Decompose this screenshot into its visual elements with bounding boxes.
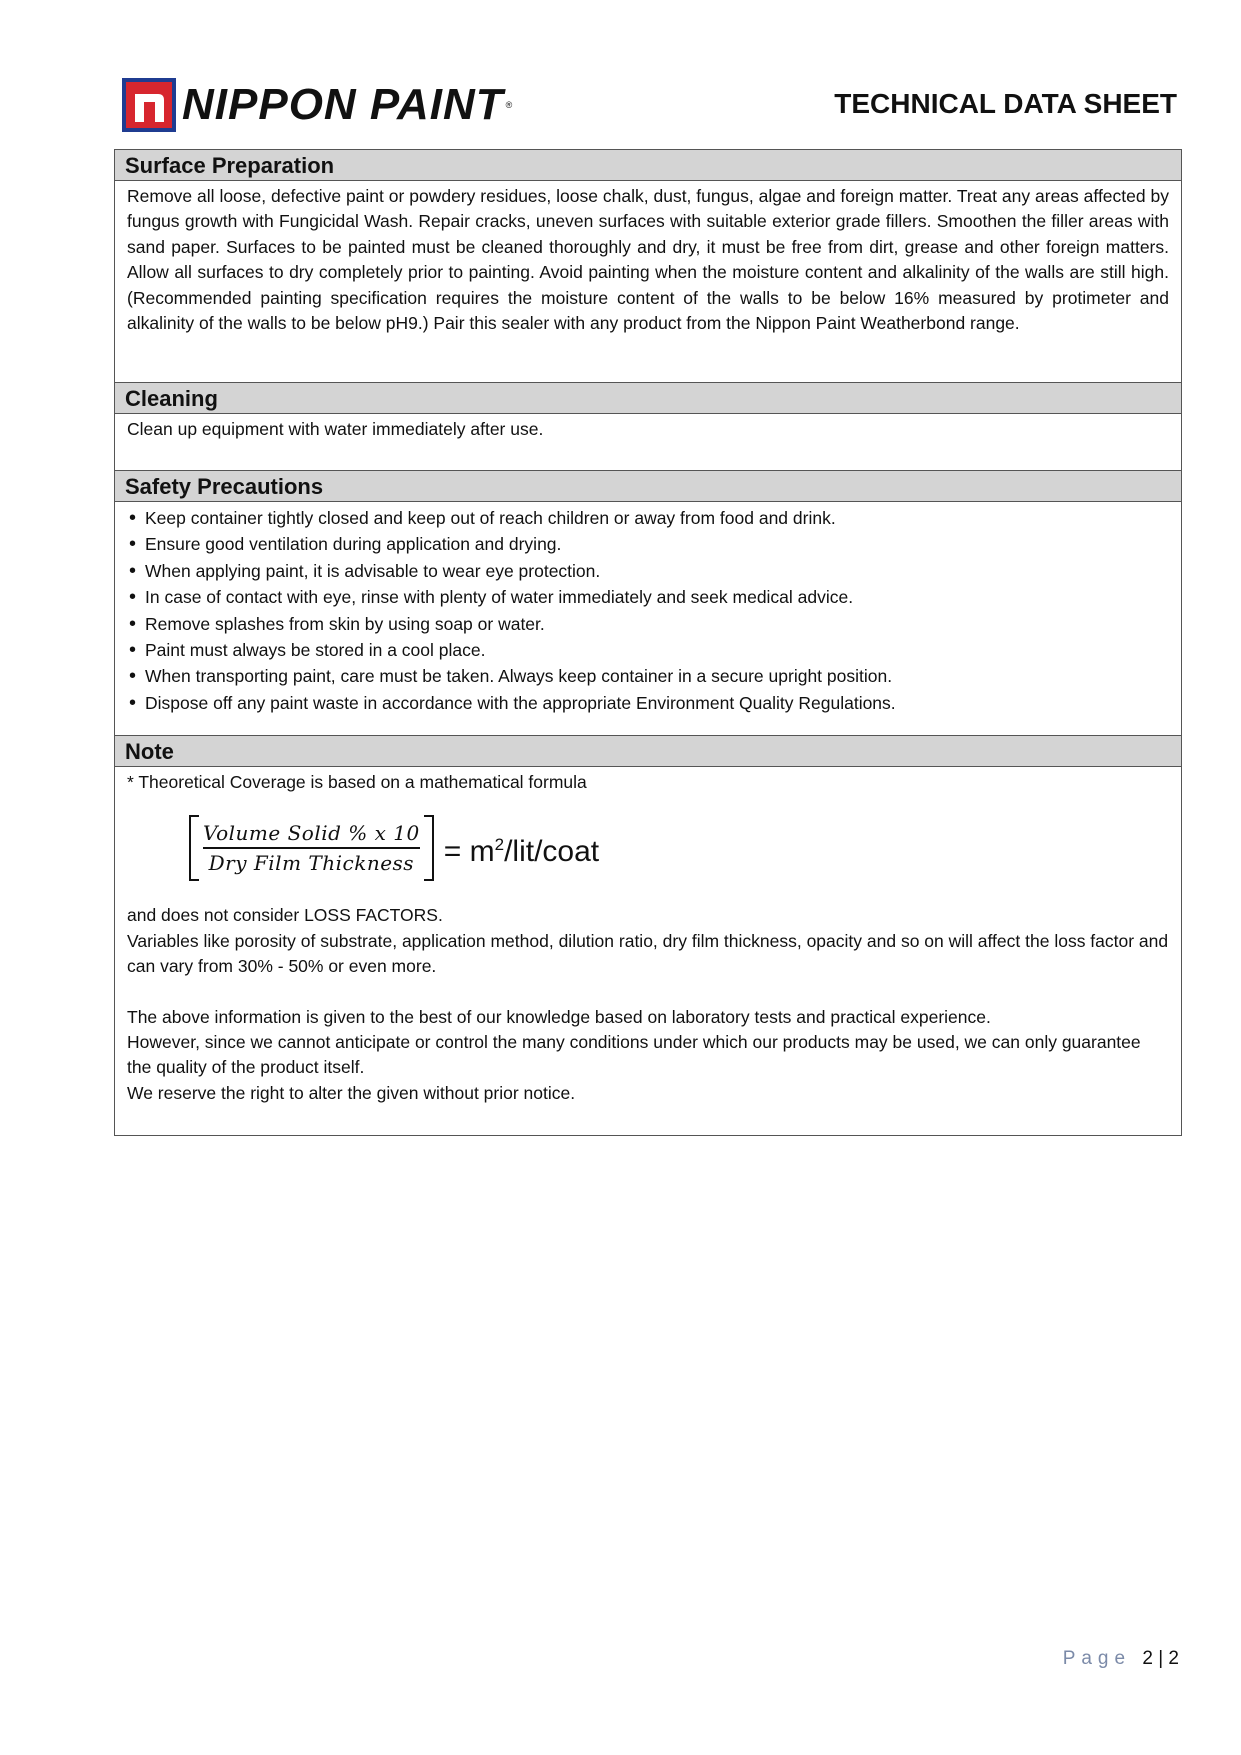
page-number: 2 <box>1142 1648 1153 1669</box>
document-title: TECHNICAL DATA SHEET <box>834 88 1177 119</box>
note-heading: Note <box>115 735 1181 767</box>
list-item: • Keep container tightly closed and keep out of reach children or away from food and drink. <box>129 505 1169 531</box>
note-body <box>115 767 1181 1135</box>
surface-preparation-heading: Surface Preparation <box>115 150 1181 181</box>
disclaimer-line-3: We reserve the right to alter the given without prior notice. <box>127 1082 576 1103</box>
disclaimer-line-2: However, since we cannot anticipate or control the many conditions under which our products may be used, we can only guarantee the quality of the product itself. <box>127 1032 1141 1078</box>
formula-result-suffix: /lit/coat <box>504 835 600 869</box>
formula-denominator: Dry Film Thickness <box>208 851 415 876</box>
list-item: • In case of contact with eye, rinse with plenty of water immediately and seek medical advice. <box>129 584 1169 610</box>
safety-precautions-body <box>115 502 1181 735</box>
formula-result-exponent: 2 <box>494 835 505 855</box>
page-label: Page <box>1062 1648 1132 1669</box>
list-item: • Remove splashes from skin by using soap or water. <box>129 611 1169 637</box>
formula-numerator: Volume Solid % x 10 <box>203 821 420 846</box>
list-item: • Paint must always be stored in a cool place. <box>129 637 1169 663</box>
registered-mark: ® <box>505 100 513 110</box>
right-bracket <box>424 815 434 881</box>
formula-fraction <box>199 819 424 877</box>
nippon-paint-logo-icon <box>122 78 176 132</box>
list-item: • When applying paint, it is advisable to wear eye protection. <box>129 558 1169 584</box>
list-item: • Dispose off any paint waste in accordance with the appropriate Environment Quality Regulations. <box>129 690 1169 716</box>
left-bracket <box>189 815 199 881</box>
formula-result <box>443 832 600 869</box>
data-sheet-table <box>114 149 1182 1136</box>
variables-statement: Variables like porosity of substrate, application method, dilution ratio, dry film thickness, opacity and so on will affect the loss factor and can vary from 30% - 50% or even more. <box>127 930 1169 977</box>
brand-name: NIPPON PAINT <box>182 80 504 129</box>
formula-result-prefix: = m <box>443 835 495 869</box>
safety-list <box>129 505 1169 716</box>
nippon-paint-logo <box>122 78 512 132</box>
safety-precautions-heading: Safety Precautions <box>115 470 1181 502</box>
spacer <box>127 980 1169 1005</box>
page-footer <box>1063 1648 1179 1670</box>
coverage-formula <box>189 815 1169 881</box>
cleaning-text: Clean up equipment with water immediately after use. <box>127 419 544 439</box>
page-separator: | <box>1158 1648 1164 1669</box>
page-header <box>0 0 1241 150</box>
cleaning-heading: Cleaning <box>115 382 1181 414</box>
note-intro: * Theoretical Coverage is based on a mathematical formula <box>127 772 587 792</box>
loss-factor-statement: and does not consider LOSS FACTORS. <box>127 905 443 926</box>
page-total: 2 <box>1168 1648 1179 1669</box>
disclaimer-line-1: The above information is given to the best of our knowledge based on laboratory tests and practical experience. <box>127 1006 991 1027</box>
list-item: • Ensure good ventilation during application and drying. <box>129 531 1169 557</box>
surface-preparation-text: Remove all loose, defective paint or powdery residues, loose chalk, dust, fungus, algae and foreign matter. Treat any areas affected by fungus growth with Fungicidal Wash. Repair cracks, uneven surfaces with suitable exterior grade fillers. Smoothen the filler areas with sand paper. Surfaces to be painted must be cleaned thoroughly and dry, it must be free from dirt, grease and other foreign matters. Allow all surfaces to dry completely prior to painting. Avoid painting when the moisture content and alkalinity of the walls are still high. (Recommended painting specification requires the moisture content of the walls to be below 16% measured by protimeter and alkalinity of the walls to be below pH9.) Pair this sealer with any product from the Nippon Paint Weatherbond range. <box>127 186 1169 334</box>
list-item: • When transporting paint, care must be taken. Always keep container in a secure upright position. <box>129 663 1169 689</box>
